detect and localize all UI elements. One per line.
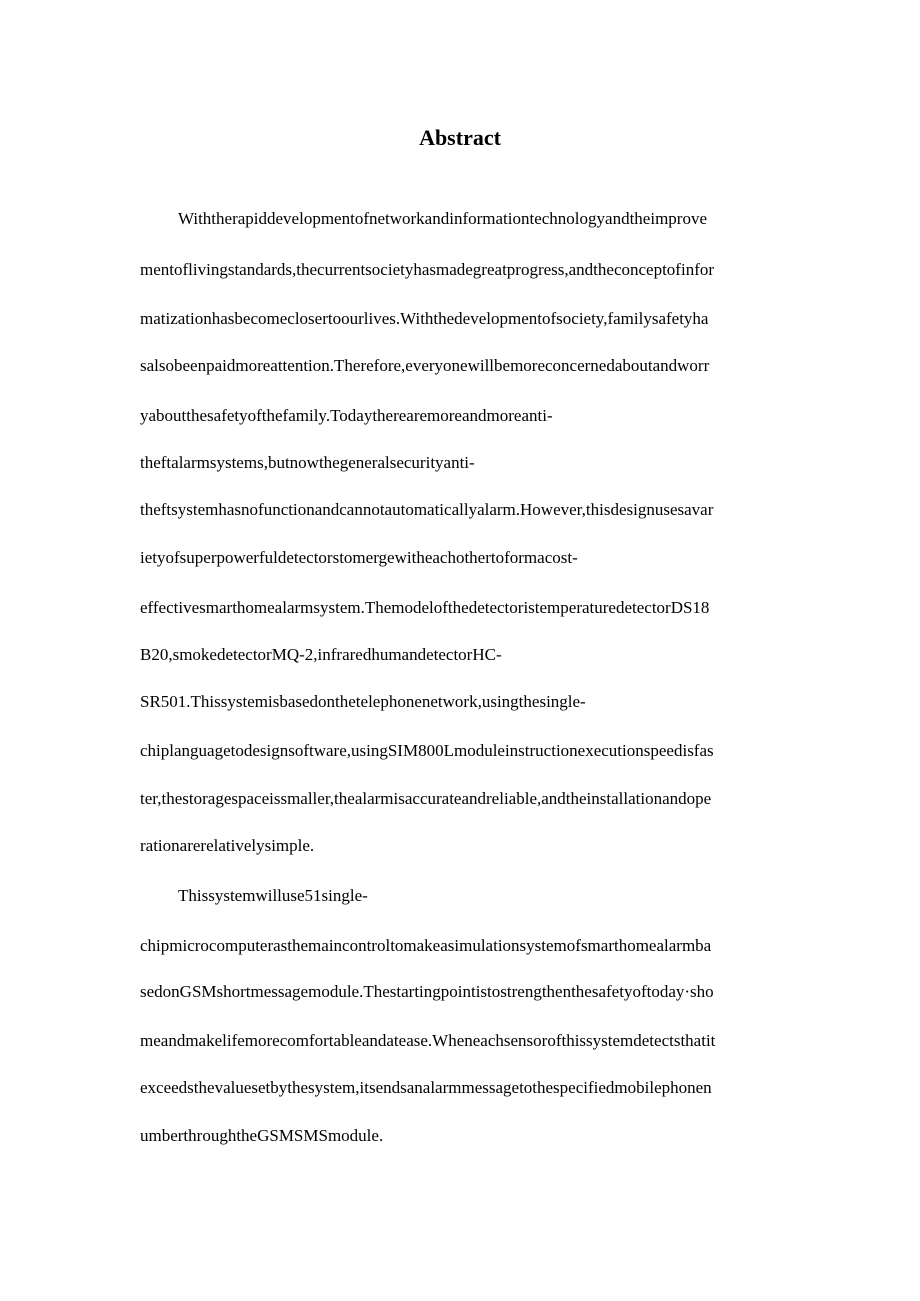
paragraph-1-line-11: SR501.Thissystemisbasedonthetelephonenetwork,usingthesingle- <box>140 692 586 711</box>
paragraph-1-line-7: theftsystemhasnofunctionandcannotautomaticallyalarm.However,thisdesignusesavar <box>140 500 714 519</box>
paragraph-2-line-3: sedonGSMshortmessagemodule.Thestartingpointistostrengthenthesafetyoftoday·sho <box>140 982 714 1001</box>
paragraph-1-line-3: matizationhasbecomeclosertoourlives.Withthedevelopmentofsociety,familysafetyha <box>140 309 709 328</box>
paragraph-1-line-6: theftalarmsystems,butnowthegeneralsecurityanti- <box>140 453 475 472</box>
paragraph-1-line-2: mentoflivingstandards,thecurrentsocietyhasmadegreatprogress,andtheconceptofinfor <box>140 260 715 279</box>
paragraph-1-line-13: ter,thestoragespaceissmaller,thealarmisaccurateandreliable,andtheinstallationandope <box>140 789 712 808</box>
paragraph-1-line-1: Withtherapiddevelopmentofnetworkandinformationtechnologyandtheimprove <box>178 209 707 228</box>
paragraph-2-line-2: chipmicrocomputerasthemaincontroltomakeasimulationsystemofsmarthomealarmba <box>140 936 712 955</box>
paragraph-1-line-5: yaboutthesafetyofthefamily.Todaytherearemoreandmoreanti- <box>140 406 553 425</box>
paragraph-1-line-14: rationarerelativelysimple. <box>140 836 315 855</box>
paragraph-1-line-10: B20,smokedetectorMQ-2,infraredhumandetectorHC- <box>140 645 502 664</box>
paragraph-1-line-4: salsobeenpaidmoreattention.Therefore,everyonewillbemoreconcernedaboutandworr <box>140 356 710 375</box>
paragraph-2-line-5: exceedsthevaluesetbythesystem,itsendsanalarmmessagetothespecifiedmobilephonen <box>140 1078 712 1097</box>
page-title: Abstract <box>419 125 501 150</box>
paragraph-1-line-8: ietyofsuperpowerfuldetectorstomergewitheachothertoformacost- <box>140 548 578 567</box>
paragraph-2-line-6: umberthroughtheGSMSMSmodule. <box>140 1126 384 1145</box>
paragraph-1-line-9: effectivesmarthomealarmsystem.ThemodelofthedetectoristemperaturedetectorDS18 <box>140 598 710 617</box>
paragraph-1-line-12: chiplanguagetodesignsoftware,usingSIM800Lmoduleinstructionexecutionspeedisfas <box>140 741 714 760</box>
paragraph-2-line-1: Thissystemwilluse51single- <box>178 886 368 905</box>
paragraph-2-line-4: meandmakelifemorecomfortableandatease.Wheneachsensorofthissystemdetectsthatit <box>140 1031 716 1050</box>
